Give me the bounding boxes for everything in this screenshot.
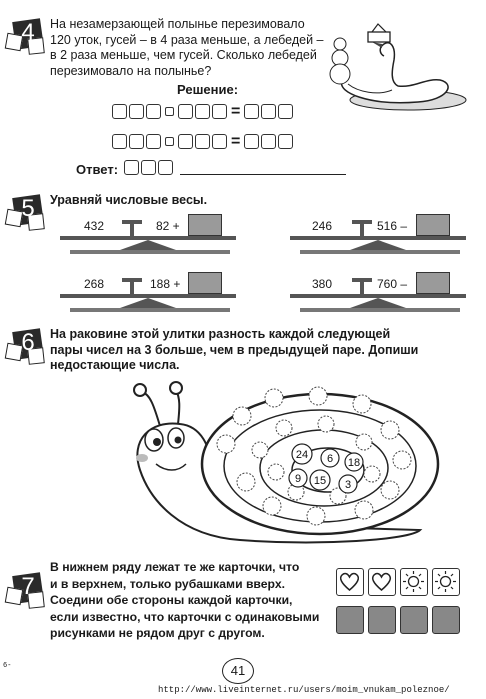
answer-cell[interactable] [195, 134, 210, 149]
task-number: 7 [21, 573, 35, 600]
answer-cell[interactable] [244, 104, 259, 119]
answer-line[interactable] [180, 174, 346, 175]
answer-cell[interactable] [146, 134, 161, 149]
sun-icon [433, 569, 458, 594]
answer-label: Ответ: [76, 162, 119, 177]
scale-right-value: 516 – [377, 219, 408, 233]
answer-cell[interactable] [212, 134, 227, 149]
answer-cell[interactable] [158, 160, 173, 175]
weight-box[interactable] [416, 272, 450, 294]
card-back[interactable] [432, 606, 460, 634]
swan-illustration [328, 22, 468, 114]
footer-url[interactable]: http://www.liveinternet.ru/users/moim_vnukam_poleznoe/ [158, 685, 450, 695]
equation-row [112, 104, 293, 119]
text-line: перезимовало на полынье? [50, 63, 212, 78]
text-line: 120 уток, гусей – в 4 раза меньше, а лебедей – [50, 32, 324, 47]
heart-icon [337, 569, 362, 594]
answer-cell[interactable] [278, 134, 293, 149]
equals-sign: = [231, 103, 241, 120]
text-line: недостающие числа. [50, 358, 180, 372]
card-front[interactable] [336, 568, 364, 596]
scale-left-value: 268 [84, 277, 105, 291]
scale-left-value: 380 [312, 277, 333, 291]
text-line: В нижнем ряду лежат те же карточки, что [50, 560, 300, 574]
heart-icon [369, 569, 394, 594]
text-line: рисунками не рядом друг с другом. [50, 626, 265, 640]
weight-box[interactable] [416, 214, 450, 236]
weight-box[interactable] [188, 272, 222, 294]
snail-number: 6 [326, 453, 334, 465]
snail-illustration [120, 380, 440, 550]
card-front[interactable] [432, 568, 460, 596]
answer-cell[interactable] [129, 104, 144, 119]
answer-cell[interactable] [178, 104, 193, 119]
scale-right-value: 82 + [156, 219, 180, 233]
answer-cell[interactable] [146, 104, 161, 119]
task-number: 5 [21, 195, 35, 222]
card-back[interactable] [400, 606, 428, 634]
task-number: 6 [21, 329, 35, 356]
answer-cell[interactable] [244, 134, 259, 149]
card-back[interactable] [336, 606, 364, 634]
text-line: На раковине этой улитки разность каждой следующей [50, 327, 391, 341]
answer-cell[interactable] [195, 104, 210, 119]
snail-number: 3 [344, 479, 352, 491]
task-text [50, 17, 324, 79]
solution-label: Решение: [177, 82, 239, 97]
page-number: 41 [222, 658, 254, 684]
card-back[interactable] [368, 606, 396, 634]
answer-cell[interactable] [141, 160, 156, 175]
equation-row [112, 134, 293, 149]
task-text [50, 559, 320, 642]
text-line: На незамерзающей полынье перезимовало [50, 17, 305, 31]
card-front[interactable] [400, 568, 428, 596]
operator-cell[interactable] [165, 137, 174, 146]
snail-number: 18 [347, 457, 361, 469]
text-line: Соедини обе стороны каждой карточки, [50, 593, 293, 607]
answer-cell[interactable] [112, 104, 127, 119]
snail-number: 24 [295, 449, 309, 461]
task-number-badge [6, 16, 46, 56]
scale-right-value: 760 – [377, 277, 408, 291]
answer-cell[interactable] [112, 134, 127, 149]
answer-cell[interactable] [124, 160, 139, 175]
task-number-badge [6, 192, 46, 232]
footer-mark: 6- [3, 662, 12, 670]
task-text [50, 327, 470, 374]
answer-cell[interactable] [212, 104, 227, 119]
task-number: 4 [21, 19, 35, 46]
answer-cell[interactable] [178, 134, 193, 149]
operator-cell[interactable] [165, 107, 174, 116]
answer-cell[interactable] [261, 134, 276, 149]
answer-cell[interactable] [278, 104, 293, 119]
scale-left-value: 432 [84, 219, 105, 233]
text-line: если известно, что карточки с одинаковыми [50, 609, 320, 624]
task-number-badge [6, 570, 46, 610]
text-line: пары чисел на 3 больше, чем в предыдущей паре. Допиши [50, 342, 419, 357]
answer-cells [124, 160, 173, 175]
task-number-badge [6, 326, 46, 366]
text-line: в 2 раза меньше, чем гусей. Сколько лебедей [50, 48, 317, 62]
answer-cell[interactable] [129, 134, 144, 149]
snail-number: 9 [294, 473, 302, 485]
snail-number: 15 [313, 475, 327, 487]
scale-left-value: 246 [312, 219, 333, 233]
answer-cell[interactable] [261, 104, 276, 119]
sun-icon [401, 569, 426, 594]
weight-box[interactable] [188, 214, 222, 236]
equals-sign: = [231, 133, 241, 150]
task-title: Уравняй числовые весы. [50, 193, 208, 207]
scale-right-value: 188 + [150, 277, 181, 291]
text-line: и в верхнем, только рубашками вверх. [50, 576, 285, 591]
card-front[interactable] [368, 568, 396, 596]
